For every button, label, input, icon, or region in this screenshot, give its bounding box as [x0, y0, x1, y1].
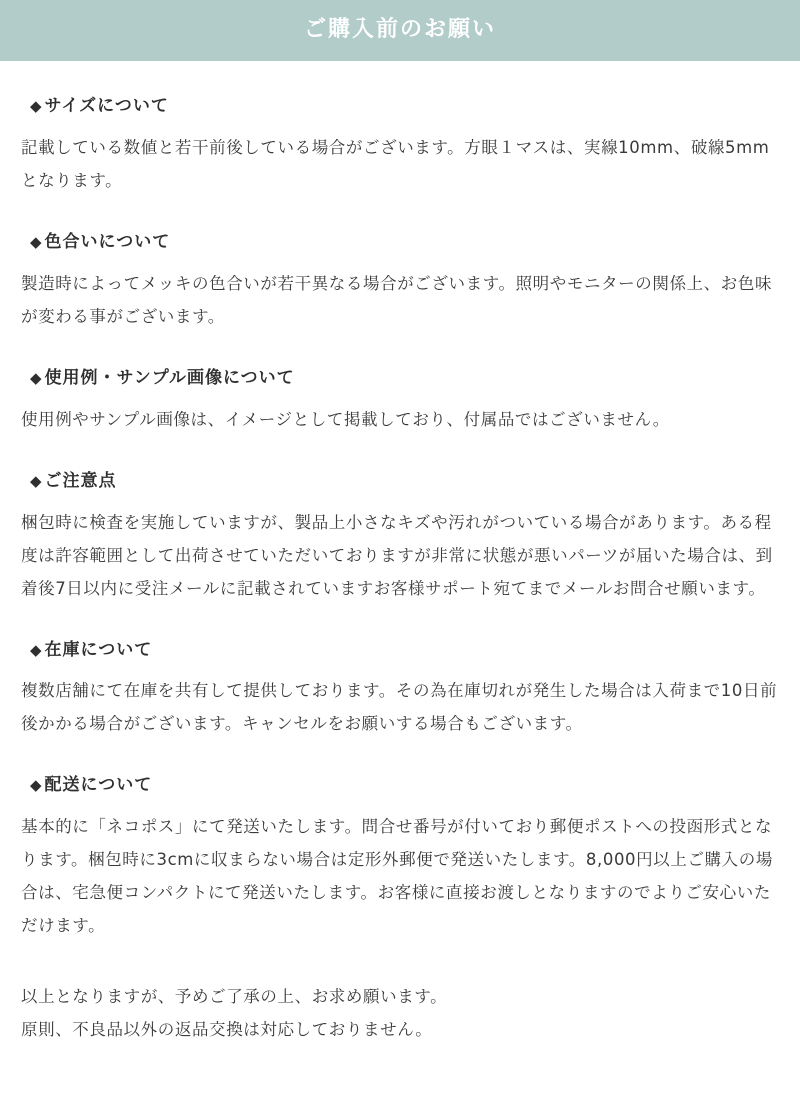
closing-note	[18, 980, 782, 1046]
section-body-size: 記載している数値と若干前後している場合がございます。方眼１マスは、実線10mm、破線5mmとなります。	[21, 138, 770, 191]
section-heading-shipping	[30, 774, 782, 798]
section-heading-text: 使用例・サンプル画像について	[44, 367, 295, 388]
section-sample-image	[18, 367, 782, 436]
diamond-bullet-icon: ◆	[30, 776, 43, 795]
section-body-cautions: 梱包時に検査を実施していますが、製品上小さなキズや汚れがついている場合があります。ある程度は許容範囲として出荷させていただいておりますが非常に状態が悪いパーツが届いた場合は、到着後7日以内に受注メールに記載されていますお客様サポート宛てまでメールお問合せ願います。	[21, 512, 773, 598]
section-color	[18, 231, 782, 333]
diamond-bullet-icon: ◆	[30, 368, 43, 387]
notice-content	[0, 95, 800, 1056]
section-heading-sample-image	[30, 367, 782, 391]
diamond-bullet-icon: ◆	[30, 97, 43, 116]
section-heading-text: サイズについて	[44, 96, 169, 117]
diamond-bullet-icon: ◆	[30, 640, 43, 659]
section-cautions	[18, 470, 782, 605]
diamond-bullet-icon: ◆	[30, 233, 43, 252]
section-heading-cautions	[30, 470, 782, 494]
section-body-sample-image: 使用例やサンプル画像は、イメージとして掲載しており、付属品ではございません。	[21, 409, 670, 429]
section-heading-text: 配送について	[44, 775, 153, 796]
section-body-stock: 複数店舗にて在庫を共有して提供しております。その為在庫切れが発生した場合は入荷まで10日前後かかる場合がございます。キャンセルをお願いする場合もございます。	[21, 681, 778, 734]
section-heading-text: ご注意点	[44, 470, 117, 491]
section-heading-color	[30, 231, 782, 255]
section-heading-stock	[30, 639, 782, 663]
section-heading-size	[30, 95, 782, 119]
section-stock	[18, 639, 782, 741]
section-body-shipping: 基本的に「ネコポス」にて発送いたします。問合せ番号が付いており郵便ポストへの投函形式となります。梱包時に3cmに収まらない場合は定形外郵便で発送いたします。8,000円以上ご購入の場合は、宅急便コンパクトにて発送いたします。お客様に直接お渡しとなりますのでよりご安心いただけます。	[21, 817, 773, 936]
section-size	[18, 95, 782, 197]
section-body-color: 製造時によってメッキの色合いが若干異なる場合がございます。照明やモニターの関係上、お色味が変わる事がございます。	[21, 273, 773, 326]
page-title: ご購入前のお願い	[0, 0, 800, 61]
closing-line: 以上となりますが、予めご了承の上、お求め願います。	[21, 987, 448, 1007]
diamond-bullet-icon: ◆	[30, 471, 43, 490]
closing-line: 原則、不良品以外の返品交換は対応しておりません。	[21, 1020, 433, 1040]
section-heading-text: 在庫について	[44, 639, 153, 660]
section-shipping	[18, 774, 782, 942]
section-heading-text: 色合いについて	[44, 232, 171, 253]
